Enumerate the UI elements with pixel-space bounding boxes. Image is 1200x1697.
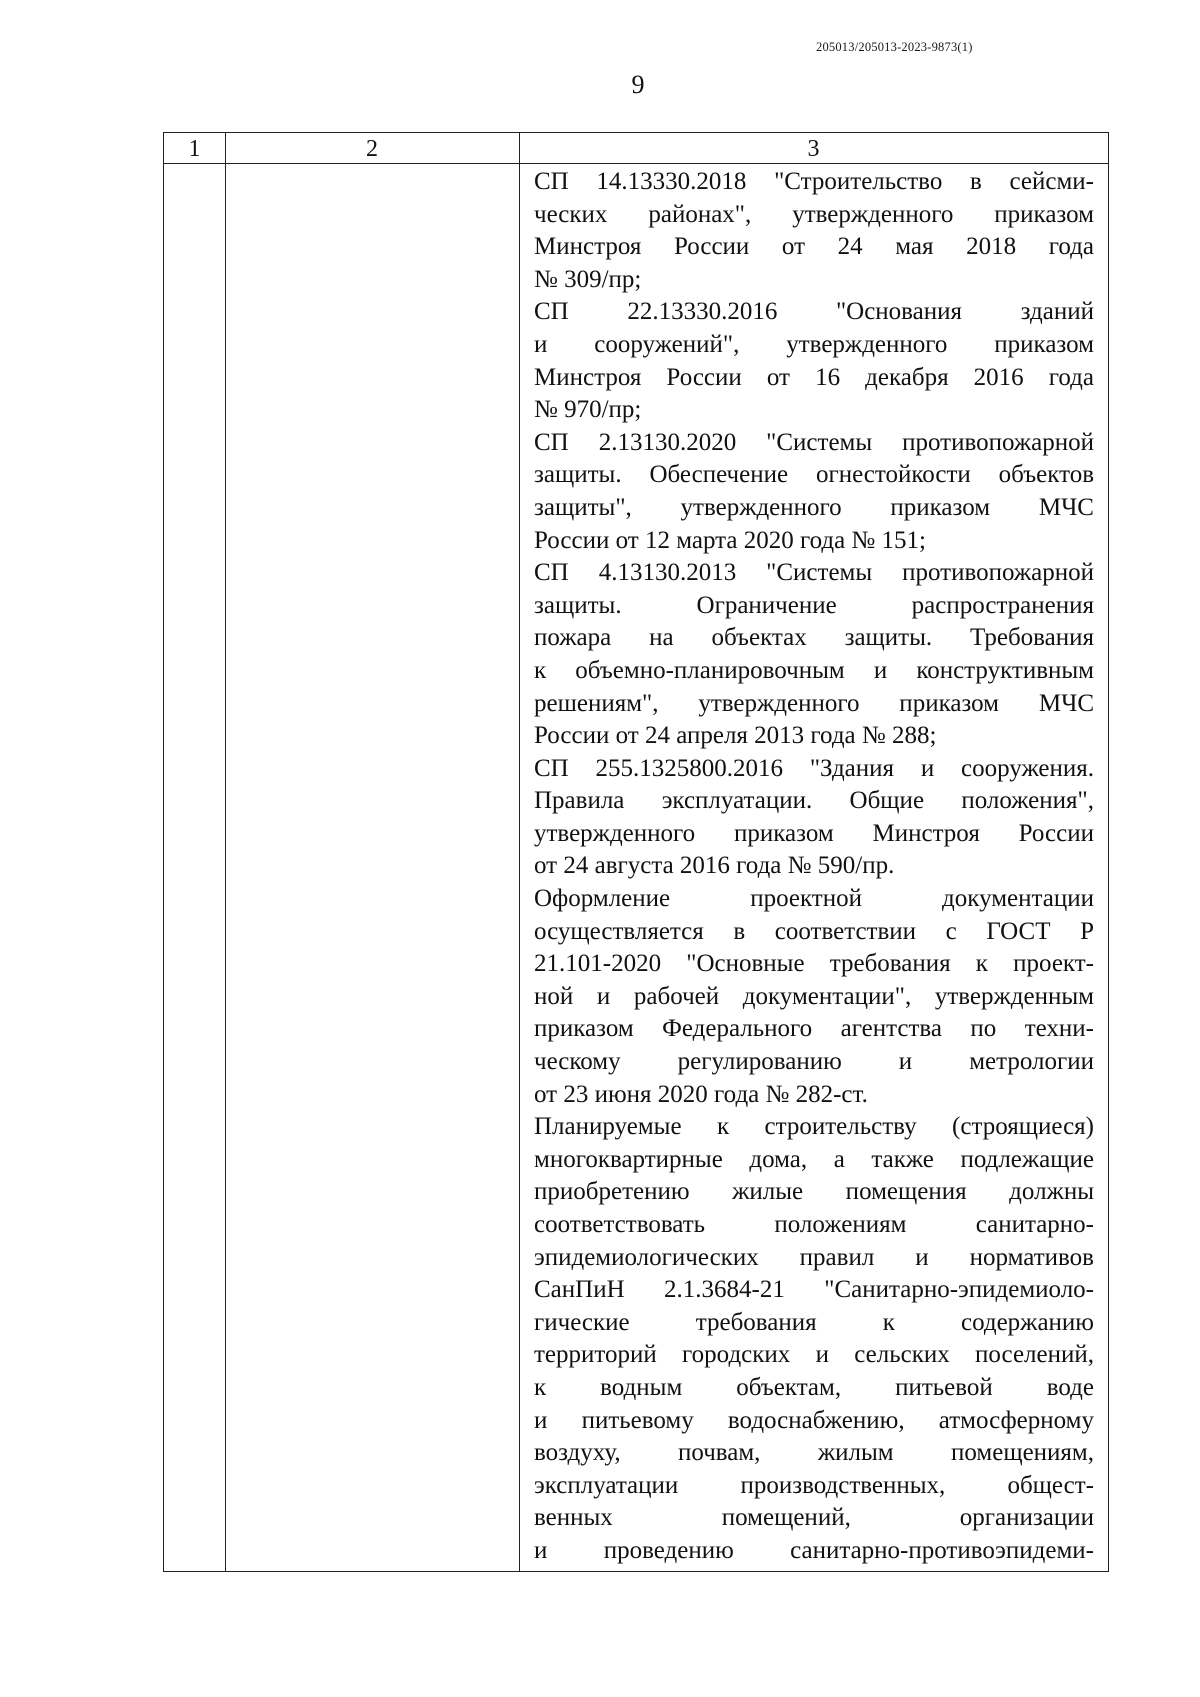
text-line: воздуху, почвам, жилым помещениям,	[534, 1439, 1094, 1467]
text-line: к объемно-планировочным и конструктивным	[534, 656, 1094, 684]
text-line: Планируемые к строительству (строящиеся)	[534, 1113, 1094, 1141]
text-line: многоквартирные дома, а также подлежащие	[534, 1145, 1094, 1173]
text-line: к водным объектам, питьевой воде	[534, 1373, 1094, 1401]
text-line: защиты. Обеспечение огнестойкости объектов	[534, 461, 1094, 489]
column-divider-2	[519, 133, 520, 1571]
text-line: защиты", утвержденного приказом МЧС	[534, 493, 1094, 521]
text-line: СП 2.13130.2020 "Системы противопожарной	[534, 428, 1094, 456]
text-line: приказом Федерального агентства по техни-	[534, 1015, 1094, 1043]
text-line: Правила эксплуатации. Общие положения",	[534, 787, 1094, 815]
column-header-2: 2	[366, 136, 378, 162]
text-line: № 970/пр;	[534, 396, 642, 424]
text-line: России от 12 марта 2020 года № 151;	[534, 526, 926, 554]
column-header-3: 3	[807, 136, 820, 162]
text-line: России от 24 апреля 2013 года № 288;	[534, 722, 937, 750]
text-line: ной и рабочей документации", утвержденным	[534, 982, 1094, 1010]
document-table	[163, 132, 1109, 1572]
text-line: утвержденного приказом Минстроя России	[534, 819, 1094, 847]
text-line: СП 4.13130.2013 "Системы противопожарной	[534, 559, 1094, 587]
text-line: ческих районах", утвержденного приказом	[534, 200, 1094, 228]
text-line: СП 14.13330.2018 "Строительство в сейсми-	[534, 168, 1094, 195]
text-line: № 309/пр;	[534, 265, 642, 293]
text-line: 21.101-2020 "Основные требования к проект-	[534, 950, 1094, 978]
text-line: Оформление проектной документации	[534, 885, 1094, 913]
text-line: решениям", утвержденного приказом МЧС	[534, 689, 1094, 717]
column-divider-1	[225, 133, 226, 1571]
text-line: территорий городских и сельских поселений,	[534, 1341, 1094, 1369]
text-line: и питьевому водоснабжению, атмосферному	[534, 1406, 1094, 1434]
text-line: приобретению жилые помещения должны	[534, 1178, 1094, 1206]
text-line: Минстроя России от 16 декабря 2016 года	[534, 363, 1094, 391]
text-line: эксплуатации производственных, общест-	[534, 1471, 1094, 1499]
text-line: ческому регулированию и метрологии	[534, 1048, 1094, 1076]
text-line: пожара на объектах защиты. Требования	[534, 624, 1094, 652]
text-line: и сооружений", утвержденного приказом	[534, 330, 1094, 358]
text-line: СП 255.1325800.2016 "Здания и сооружения.	[534, 754, 1094, 782]
text-line: от 24 августа 2016 года № 590/пр.	[534, 852, 895, 880]
text-line: СанПиН 2.1.3684-21 "Санитарно-эпидемиоло-	[534, 1276, 1094, 1304]
text-line: эпидемиологических правил и нормативов	[534, 1243, 1094, 1271]
text-line: от 23 июня 2020 года № 282-ст.	[534, 1080, 868, 1108]
text-line: и проведению санитарно-противоэпидеми-	[534, 1536, 1094, 1564]
table-cell-column-3	[534, 166, 1094, 1568]
text-line: соответствовать положениям санитарно-	[534, 1211, 1094, 1238]
document-id: 205013/205013-2023-9873(1)	[816, 40, 973, 54]
text-line: Минстроя России от 24 мая 2018 года	[534, 233, 1094, 261]
text-line: осуществляется в соответствии с ГОСТ Р	[534, 917, 1094, 945]
column-header-1: 1	[188, 136, 201, 162]
text-line: СП 22.13330.2016 "Основания зданий	[534, 298, 1094, 326]
table-header-row	[164, 133, 1108, 164]
text-line: венных помещений, организации	[534, 1504, 1094, 1532]
page-number: 9	[631, 70, 645, 99]
text-line: защиты. Ограничение распространения	[534, 591, 1094, 619]
text-line: гические требования к содержанию	[534, 1308, 1094, 1336]
